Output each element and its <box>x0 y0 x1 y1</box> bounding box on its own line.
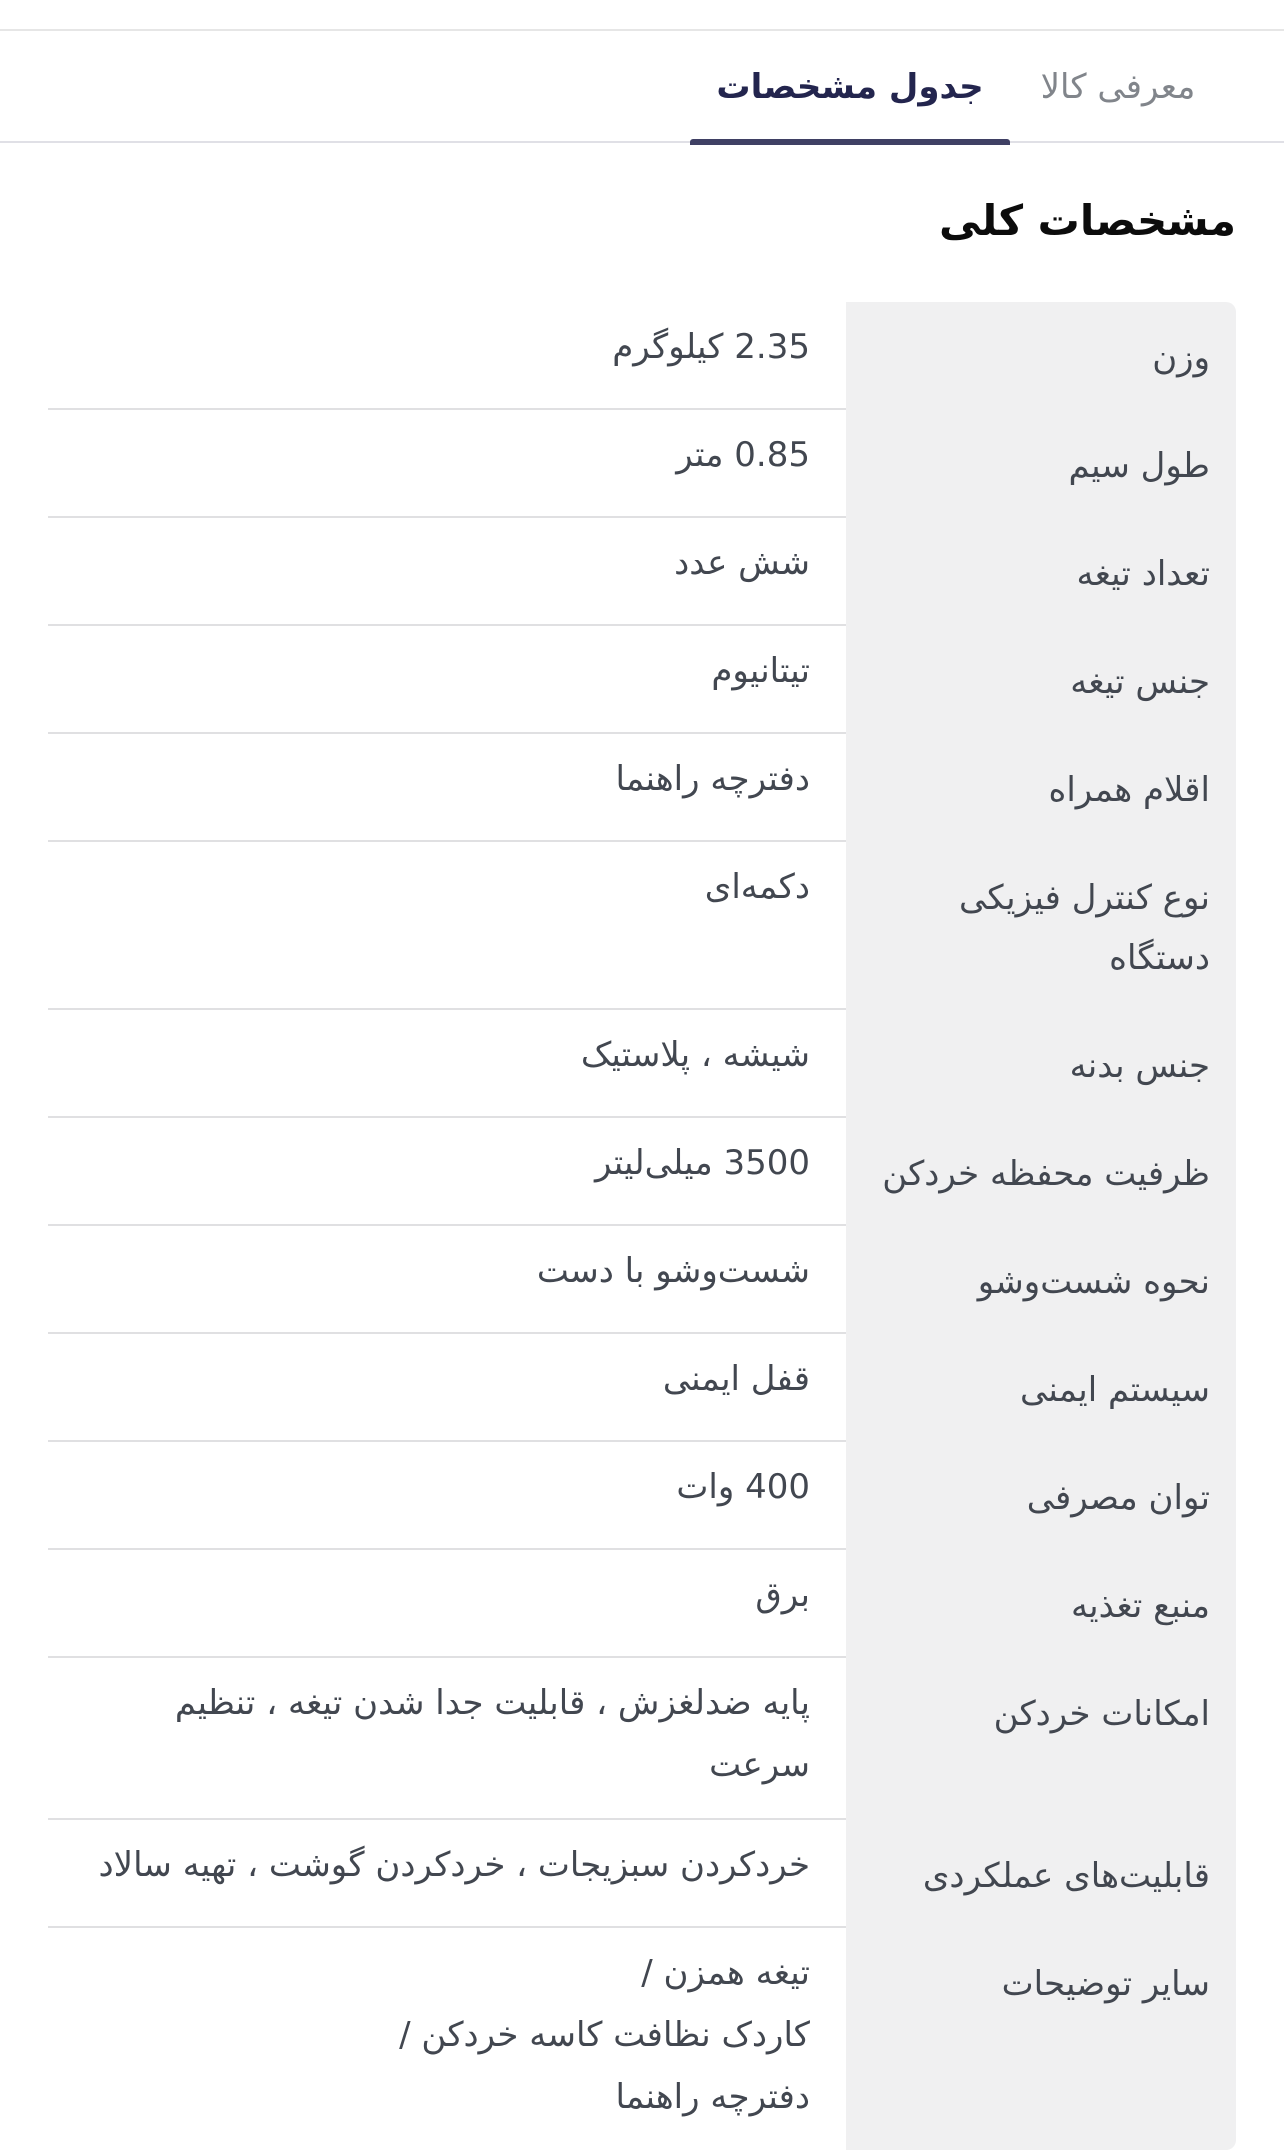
spec-label: ظرفیت محفظه خردکن <box>846 1118 1236 1226</box>
spec-value: 400 وات <box>48 1442 846 1550</box>
spec-row <box>48 410 1236 518</box>
spec-label: طول سیم <box>846 410 1236 518</box>
spec-value: شیشه ، پلاستیک <box>48 1010 846 1118</box>
spec-row <box>48 1928 1236 2150</box>
spec-value: خردکردن سبزیجات ، خردکردن گوشت ، تهیه سالاد <box>48 1820 846 1928</box>
spec-row <box>48 1010 1236 1118</box>
spec-row <box>48 626 1236 734</box>
spec-label: سایر توضیحات <box>846 1928 1236 2150</box>
spec-label: نحوه شست‌وشو <box>846 1226 1236 1334</box>
spec-label: امکانات خردکن <box>846 1658 1236 1820</box>
spec-label: قابلیت‌های عملکردی <box>846 1820 1236 1928</box>
spec-label: سیستم ایمنی <box>846 1334 1236 1442</box>
spec-value: 3500 میلی‌لیتر <box>48 1118 846 1226</box>
spec-row <box>48 842 1236 1010</box>
spec-row <box>48 1226 1236 1334</box>
spec-value: دکمه‌ای <box>48 842 846 1010</box>
spec-row <box>48 1820 1236 1928</box>
tab-product-intro[interactable]: معرفی کالا <box>1040 67 1196 107</box>
product-tabs <box>0 31 1284 143</box>
spec-row <box>48 734 1236 842</box>
spec-row <box>48 1550 1236 1658</box>
spec-row <box>48 1118 1236 1226</box>
spec-row <box>48 518 1236 626</box>
spec-row <box>48 302 1236 410</box>
spec-value: شست‌وشو با دست <box>48 1226 846 1334</box>
spec-label: توان مصرفی <box>846 1442 1236 1550</box>
spec-value: 2.35 کیلوگرم <box>48 302 846 410</box>
spec-label: منبع تغذیه <box>846 1550 1236 1658</box>
spec-label: وزن <box>846 302 1236 410</box>
spec-row <box>48 1658 1236 1820</box>
spec-value: تیغه همزن / کاردک نظافت کاسه خردکن / دفترچه راهنما <box>399 1953 810 2117</box>
spec-label: اقلام همراه <box>846 734 1236 842</box>
spec-value: برق <box>48 1550 846 1658</box>
spec-label: جنس بدنه <box>846 1010 1236 1118</box>
tab-specifications[interactable]: جدول مشخصات <box>690 31 1010 143</box>
spec-row <box>48 1334 1236 1442</box>
spec-value: شش عدد <box>48 518 846 626</box>
spec-label: جنس تیغه <box>846 626 1236 734</box>
spec-table <box>48 302 1236 2150</box>
spec-row <box>48 1442 1236 1550</box>
section-title: مشخصات کلی <box>938 196 1236 245</box>
spec-value: پایه ضدلغزش ، قابلیت جدا شدن تیغه ، تنظیم سرعت <box>48 1658 846 1820</box>
spec-label: تعداد تیغه <box>846 518 1236 626</box>
spec-value: قفل ایمنی <box>48 1334 846 1442</box>
spec-value: دفترچه راهنما <box>48 734 846 842</box>
spec-value: تیتانیوم <box>48 626 846 734</box>
spec-label: نوع کنترل فیزیکی دستگاه <box>846 842 1236 1010</box>
spec-value: 0.85 متر <box>48 410 846 518</box>
